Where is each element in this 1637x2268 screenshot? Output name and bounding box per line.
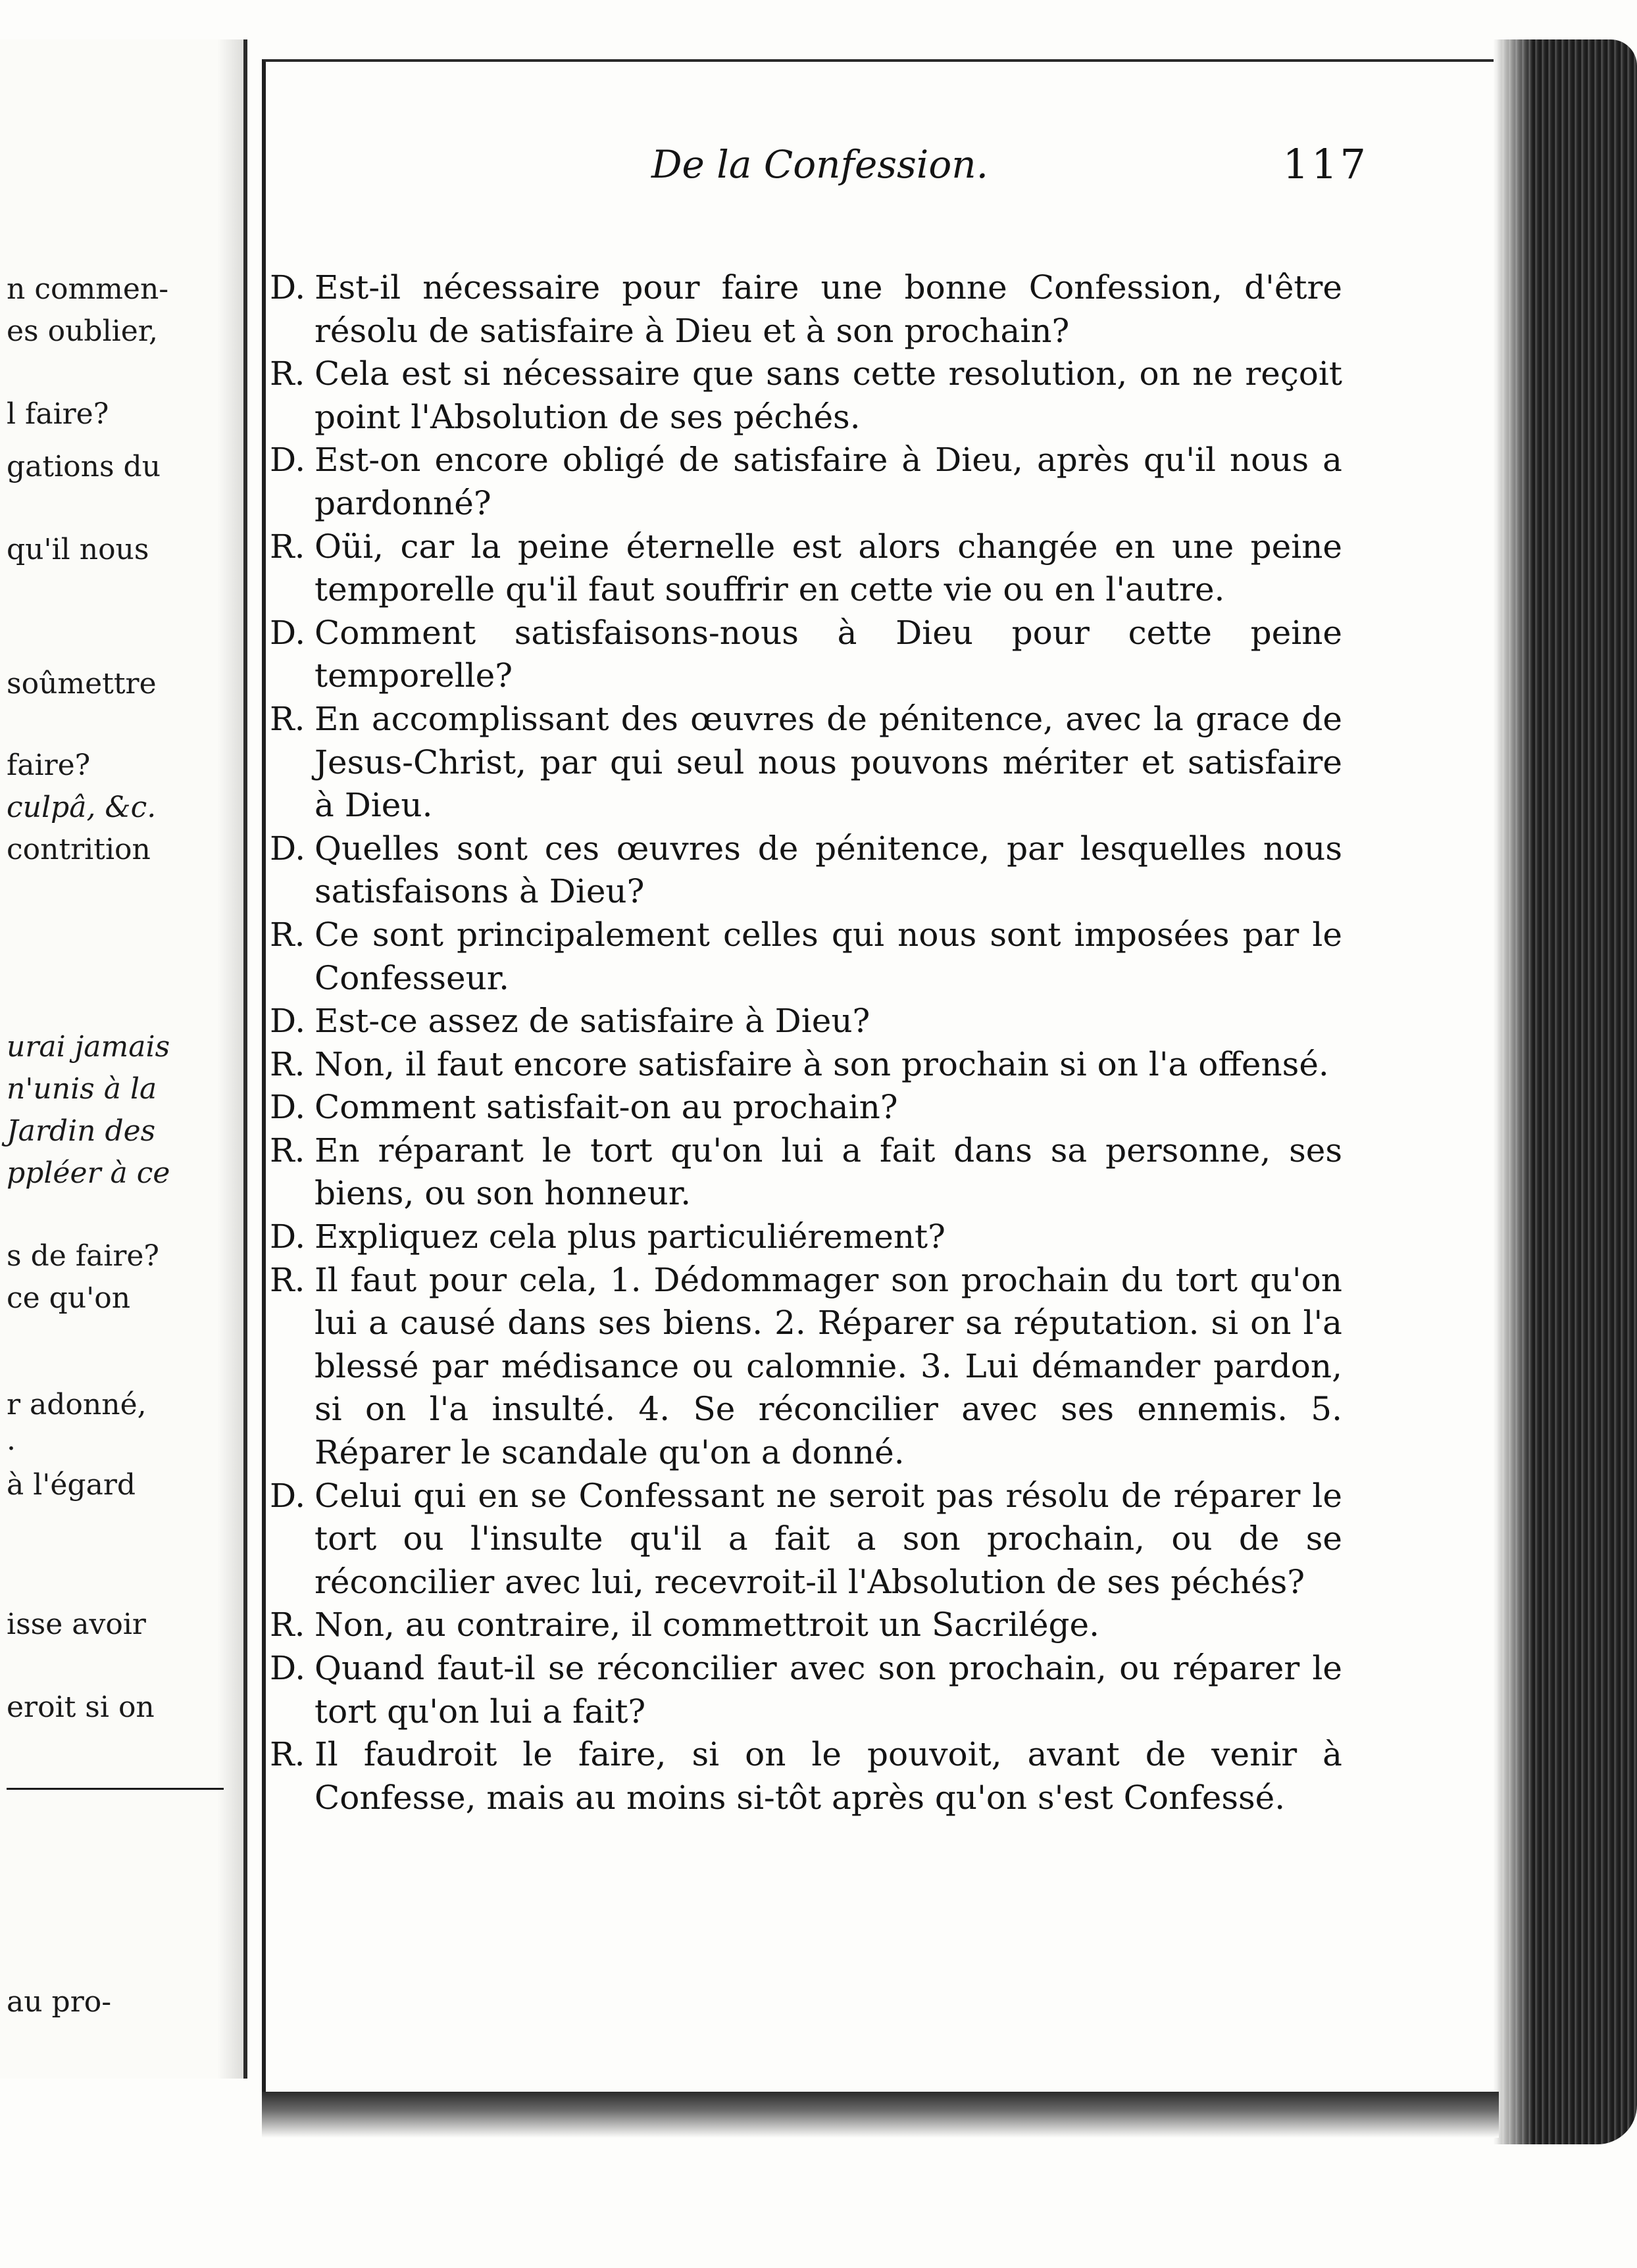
entry-text: Quand faut-il se réconcilier avec son prochain, ou réparer le tort qu'on lui a fait?	[315, 1649, 1342, 1731]
question-entry	[270, 1216, 1342, 1259]
entry-marker: R.	[270, 699, 305, 738]
entry-text: Non, au contraire, il commettroit un Sacrilége.	[315, 1606, 1100, 1644]
entry-text: Comment satisfaisons-nous à Dieu pour cette peine temporelle?	[315, 613, 1342, 695]
left-page-line: Jardin des	[7, 1114, 156, 1148]
entry-text: Oüi, car la peine éternelle est alors changée en une peine temporelle qu'il faut souffrir en cette vie ou en l'autre.	[315, 527, 1342, 609]
entry-marker: R.	[270, 355, 305, 393]
question-entry	[270, 266, 1342, 353]
entry-marker: R.	[270, 915, 305, 954]
entry-text: Celui qui en se Confessant ne seroit pas résolu de réparer le tort ou l'insulte qu'il a fait a son prochain, ou de se réconcilier avec lui, recevroit-il l'Absolution de ses péchés?	[315, 1476, 1342, 1601]
entry-text: Il faut pour cela, 1. Dédommager son prochain du tort qu'on lui a causé dans ses biens. 2. Réparer sa réputation. si on l'a blessé par médisance ou calomnie. 3. Lui démander pardon, si on l'a insulté. 4. Se réconcilier avec ses ennemis. 5. Réparer le scandale qu'on a donné.	[315, 1260, 1342, 1472]
catechism-qa-list	[270, 266, 1342, 1819]
entry-text: En accomplissant des œuvres de pénitence, avec la grace de Jesus-Christ, par qui seul nous pouvons mériter et satisfaire à Dieu.	[315, 699, 1342, 825]
left-page-line: l faire?	[7, 397, 109, 431]
entry-text: Non, il faut encore satisfaire à son prochain si on l'a offensé.	[315, 1045, 1329, 1083]
entry-text: Ce sont principalement celles qui nous sont imposées par le Confesseur.	[315, 915, 1342, 997]
left-page-line: .	[7, 1423, 16, 1457]
entry-marker: D.	[270, 613, 306, 652]
answer-entry	[270, 526, 1342, 612]
answer-entry	[270, 698, 1342, 827]
question-entry	[270, 612, 1342, 698]
answer-entry	[270, 1043, 1342, 1087]
entry-marker: D.	[270, 1002, 306, 1041]
entry-marker: D.	[270, 268, 306, 307]
entry-marker: D.	[270, 441, 306, 480]
question-entry	[270, 1647, 1342, 1733]
question-entry	[270, 1000, 1342, 1043]
answer-entry	[270, 353, 1342, 439]
entry-text: Comment satisfait-on au prochain?	[315, 1088, 898, 1127]
answer-entry	[270, 1129, 1342, 1216]
left-page-line: ppléer à ce	[7, 1156, 170, 1190]
running-title: De la Confession.	[651, 142, 989, 187]
left-page-line: à l'égard	[7, 1468, 136, 1502]
answer-entry	[270, 1733, 1342, 1819]
entry-marker: R.	[270, 527, 305, 566]
left-page-line: ce qu'on	[7, 1281, 131, 1315]
entry-marker: D.	[270, 1476, 306, 1515]
left-page-line: contrition	[7, 833, 151, 866]
left-page-line: urai jamais	[7, 1030, 170, 1064]
entry-marker: D.	[270, 1218, 306, 1256]
entry-text: Cela est si nécessaire que sans cette resolution, on ne reçoit point l'Absolution de ses péchés.	[315, 355, 1342, 436]
page-bottom-shadow	[262, 2092, 1499, 2138]
entry-text: Est-ce assez de satisfaire à Dieu?	[315, 1002, 870, 1041]
question-entry	[270, 1086, 1342, 1129]
answer-entry	[270, 914, 1342, 1000]
left-page-line: isse avoir	[7, 1608, 146, 1641]
left-page-line: gations du	[7, 450, 161, 483]
answer-entry	[270, 1604, 1342, 1647]
left-page-line: au pro-	[7, 1985, 112, 2019]
question-entry	[270, 1475, 1342, 1604]
entry-marker: D.	[270, 1649, 306, 1687]
left-page-line: r adonné,	[7, 1388, 147, 1421]
page-edge-stack	[1494, 39, 1637, 2144]
entry-marker: R.	[270, 1606, 305, 1644]
left-page-line: n'unis à la	[7, 1072, 157, 1106]
left-page-line: culpâ, &c.	[7, 791, 157, 824]
entry-marker: R.	[270, 1735, 305, 1774]
left-page-line: qu'il nous	[7, 533, 149, 566]
left-page-fragment	[0, 39, 247, 2079]
entry-text: Quelles sont ces œuvres de pénitence, par lesquelles nous satisfaisons à Dieu?	[315, 829, 1342, 911]
entry-text: Est-on encore obligé de satisfaire à Dieu, après qu'il nous a pardonné?	[315, 441, 1342, 522]
entry-marker: R.	[270, 1260, 305, 1299]
entry-text: Est-il nécessaire pour faire une bonne Confession, d'être résolu de satisfaire à Dieu et à son prochain?	[315, 268, 1342, 350]
left-page-line: faire?	[7, 749, 91, 782]
running-head	[382, 138, 1369, 197]
left-page-line: n commen-	[7, 272, 169, 306]
left-page-line: soûmettre	[7, 667, 157, 701]
answer-entry	[270, 1259, 1342, 1475]
entry-text: Expliquez cela plus particuliérement?	[315, 1218, 945, 1256]
page-number: 117	[1282, 140, 1369, 188]
entry-marker: R.	[270, 1045, 305, 1083]
entry-marker: D.	[270, 1088, 306, 1127]
question-entry	[270, 439, 1342, 525]
entry-text: Il faudroit le faire, si on le pouvoit, avant de venir à Confesse, mais au moins si-tôt après qu'on s'est Confessé.	[315, 1735, 1342, 1817]
left-page-rule	[7, 1788, 224, 1790]
entry-marker: D.	[270, 829, 306, 868]
entry-marker: R.	[270, 1131, 305, 1170]
question-entry	[270, 827, 1342, 914]
entry-text: En réparant le tort qu'on lui a fait dans sa personne, ses biens, ou son honneur.	[315, 1131, 1342, 1213]
left-page-line: s de faire?	[7, 1239, 160, 1273]
left-page-line: es oublier,	[7, 314, 158, 348]
left-page-line: eroit si on	[7, 1690, 155, 1724]
